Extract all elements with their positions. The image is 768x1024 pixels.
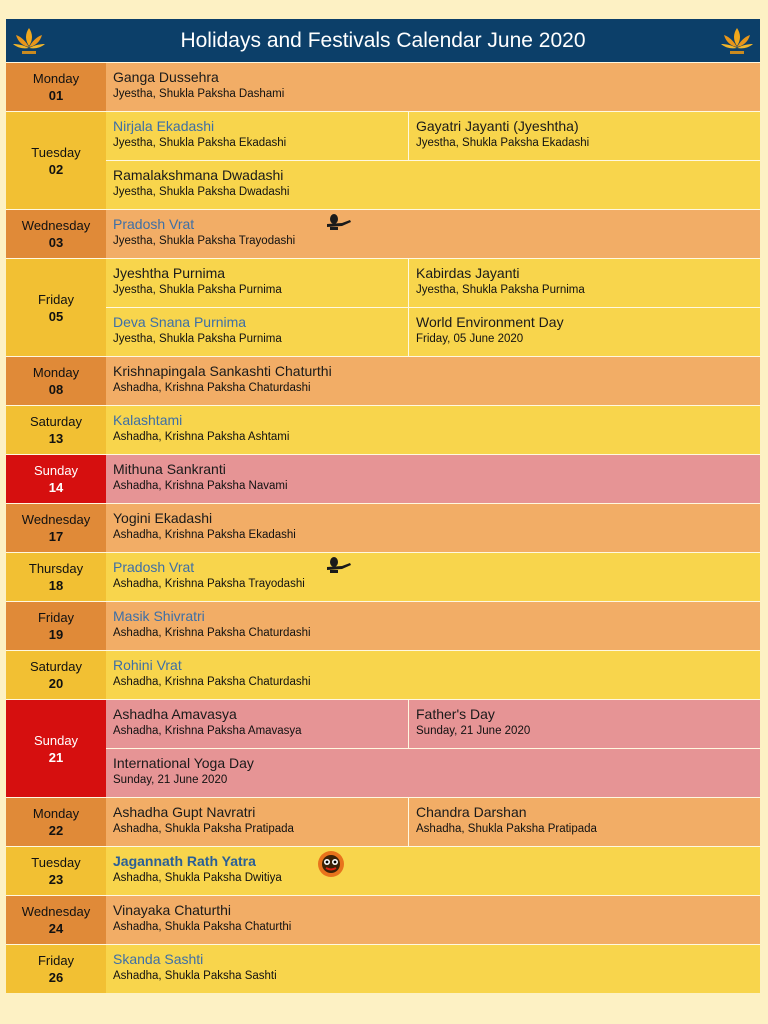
event-list: [106, 259, 760, 356]
weekday-label: Friday: [37, 610, 75, 625]
festival-name: Chandra Darshan: [416, 804, 527, 820]
date-label: 22: [48, 823, 64, 838]
event-list: [106, 945, 760, 993]
event-line: [106, 553, 760, 601]
date-label: 17: [48, 529, 64, 544]
event-list: [106, 896, 760, 944]
festival-name[interactable]: Pradosh Vrat: [113, 216, 195, 232]
festival-name: Jyeshtha Purnima: [113, 265, 226, 281]
event-list: [106, 357, 760, 405]
festival-detail: Jyestha, Shukla Paksha Trayodashi: [113, 235, 296, 247]
day-row: [6, 111, 760, 209]
day-cell: [6, 798, 106, 846]
festival-entry: [409, 112, 760, 160]
date-label: 21: [48, 749, 64, 765]
festival-name: Vinayaka Chaturthi: [113, 902, 232, 918]
festival-entry: [409, 259, 760, 307]
festival-entry: [106, 749, 760, 797]
day-row: [6, 209, 760, 258]
festival-entry: [409, 798, 760, 846]
date-label: 13: [48, 431, 64, 446]
event-line: [106, 210, 760, 258]
festival-name[interactable]: Pradosh Vrat: [113, 559, 195, 575]
calendar-header: [6, 19, 760, 62]
weekday-label: Saturday: [29, 659, 83, 674]
festival-entry[interactable]: [106, 112, 409, 160]
festival-entry: [106, 798, 409, 846]
festival-entry[interactable]: [106, 406, 760, 454]
event-list: [106, 210, 760, 258]
festival-name[interactable]: Jagannath Rath Yatra: [113, 853, 256, 869]
jagannath-icon: [317, 850, 345, 883]
festival-name: Father's Day: [416, 706, 495, 722]
date-label: 01: [48, 88, 64, 103]
festival-name: Krishnapingala Sankashti Chaturthi: [113, 363, 332, 379]
festival-detail: Ashadha, Krishna Paksha Amavasya: [113, 725, 302, 737]
festival-name[interactable]: Nirjala Ekadashi: [113, 118, 215, 134]
weekday-label: Friday: [37, 953, 75, 968]
day-row: [6, 650, 760, 699]
festival-entry: [106, 896, 760, 944]
festival-entry: [106, 259, 409, 307]
day-row: [6, 944, 760, 993]
weekday-label: Monday: [32, 806, 80, 821]
festival-entry[interactable]: [106, 210, 760, 258]
festival-entry: [106, 700, 409, 748]
festival-name[interactable]: Rohini Vrat: [113, 657, 182, 673]
event-line: [106, 602, 760, 650]
festival-detail: Jyestha, Shukla Paksha Ekadashi: [416, 137, 590, 149]
date-label: 05: [48, 308, 64, 324]
festival-entry: [409, 308, 760, 356]
event-line: [106, 63, 760, 111]
event-list: [106, 553, 760, 601]
festival-detail: Jyestha, Shukla Paksha Purnima: [416, 284, 585, 296]
event-list: [106, 63, 760, 111]
day-row: [6, 699, 760, 797]
festival-detail: Jyestha, Shukla Paksha Purnima: [113, 284, 282, 296]
festival-entry: [106, 455, 760, 503]
festival-name[interactable]: Deva Snana Purnima: [113, 314, 247, 330]
event-line: [106, 896, 760, 944]
event-line: [106, 945, 760, 993]
event-line: [106, 651, 760, 699]
festival-name[interactable]: Masik Shivratri: [113, 608, 205, 624]
day-cell: [6, 210, 106, 258]
festival-name[interactable]: Skanda Sashti: [113, 951, 204, 967]
date-label: 02: [48, 161, 64, 177]
festival-name: Gayatri Jayanti (Jyeshtha): [416, 118, 579, 134]
event-list: [106, 112, 760, 209]
day-cell: [6, 553, 106, 601]
festival-name: Ganga Dussehra: [113, 69, 219, 85]
day-cell: [6, 406, 106, 454]
festival-entry[interactable]: [106, 308, 409, 356]
festival-name[interactable]: Kalashtami: [113, 412, 183, 428]
page-title: Holidays and Festivals Calendar June 2020: [180, 28, 586, 52]
festival-name: World Environment Day: [416, 314, 564, 330]
weekday-label: Friday: [37, 291, 75, 307]
event-line: [106, 798, 760, 846]
weekday-label: Wednesday: [21, 218, 91, 233]
event-line: [106, 406, 760, 454]
festival-entry[interactable]: [106, 553, 760, 601]
weekday-label: Wednesday: [21, 904, 91, 919]
lotus-logo-icon: [720, 25, 754, 57]
date-label: 20: [48, 676, 64, 691]
festival-entry[interactable]: [106, 602, 760, 650]
day-row: [6, 601, 760, 650]
day-cell: [6, 602, 106, 650]
date-label: 03: [48, 235, 64, 250]
weekday-label: Thursday: [28, 561, 84, 576]
event-list: [106, 651, 760, 699]
date-label: 19: [48, 627, 64, 642]
weekday-label: Monday: [32, 365, 80, 380]
day-row: [6, 62, 760, 111]
festival-detail: Ashadha, Shukla Paksha Pratipada: [416, 823, 597, 835]
day-cell: [6, 945, 106, 993]
date-label: 14: [48, 480, 64, 495]
festival-name: Kabirdas Jayanti: [416, 265, 520, 281]
day-cell: [6, 847, 106, 895]
festival-entry: [106, 161, 760, 209]
festival-entry: [106, 357, 760, 405]
festival-detail: Ashadha, Shukla Paksha Sashti: [113, 970, 277, 982]
event-list: [106, 455, 760, 503]
event-line: [106, 357, 760, 405]
festival-detail: Jyestha, Shukla Paksha Ekadashi: [113, 137, 287, 149]
event-list: [106, 847, 760, 895]
calendar: [6, 19, 760, 993]
day-row: [6, 258, 760, 356]
day-cell: [6, 455, 106, 503]
festival-detail: Ashadha, Krishna Paksha Trayodashi: [113, 578, 305, 590]
festival-name: Mithuna Sankranti: [113, 461, 226, 477]
weekday-label: Tuesday: [31, 144, 81, 160]
day-row: [6, 356, 760, 405]
festival-detail: Jyestha, Shukla Paksha Dwadashi: [113, 186, 290, 198]
day-cell: [6, 896, 106, 944]
event-list: [106, 504, 760, 552]
festival-detail: Ashadha, Krishna Paksha Chaturdashi: [113, 627, 311, 639]
day-cell: [6, 357, 106, 405]
festival-detail: Ashadha, Shukla Paksha Pratipada: [113, 823, 294, 835]
festival-entry: [106, 504, 760, 552]
event-line: [106, 259, 760, 307]
festival-entry[interactable]: [106, 847, 760, 895]
festival-detail: Jyestha, Shukla Paksha Dashami: [113, 88, 285, 100]
festival-detail: Ashadha, Krishna Paksha Navami: [113, 480, 288, 492]
event-line: [106, 112, 760, 160]
weekday-label: Monday: [32, 71, 80, 86]
weekday-label: Tuesday: [31, 855, 81, 870]
event-line: [106, 700, 760, 748]
event-list: [106, 406, 760, 454]
festival-detail: Ashadha, Krishna Paksha Ashtami: [113, 431, 290, 443]
weekday-label: Sunday: [33, 463, 79, 478]
event-line: [106, 307, 760, 356]
festival-entry[interactable]: [106, 651, 760, 699]
day-row: [6, 405, 760, 454]
date-label: 23: [48, 872, 64, 887]
festival-name: Ashadha Amavasya: [113, 706, 237, 722]
festival-entry: [106, 63, 760, 111]
festival-detail: Sunday, 21 June 2020: [113, 774, 228, 786]
weekday-label: Sunday: [33, 732, 79, 748]
festival-entry: [409, 700, 760, 748]
day-cell: [6, 112, 106, 209]
event-line: [106, 847, 760, 895]
event-list: [106, 798, 760, 846]
lotus-logo-icon: [12, 25, 46, 57]
festival-detail: Jyestha, Shukla Paksha Purnima: [113, 333, 282, 345]
day-row: [6, 503, 760, 552]
event-list: [106, 602, 760, 650]
shivling-icon: [326, 556, 352, 579]
shivling-icon: [326, 213, 352, 236]
day-row: [6, 797, 760, 846]
day-cell: [6, 259, 106, 356]
date-label: 24: [48, 921, 64, 936]
day-cell: [6, 504, 106, 552]
weekday-label: Wednesday: [21, 512, 91, 527]
festival-detail: Sunday, 21 June 2020: [416, 725, 531, 737]
event-line: [106, 160, 760, 209]
festival-detail: Ashadha, Krishna Paksha Ekadashi: [113, 529, 296, 541]
day-cell: [6, 63, 106, 111]
day-rows: [6, 62, 760, 993]
day-cell: [6, 651, 106, 699]
day-cell: [6, 700, 106, 797]
day-row: [6, 846, 760, 895]
day-row: [6, 895, 760, 944]
festival-name: Yogini Ekadashi: [113, 510, 213, 526]
event-list: [106, 700, 760, 797]
festival-detail: Ashadha, Shukla Paksha Dwitiya: [113, 872, 282, 884]
festival-name: International Yoga Day: [113, 755, 254, 771]
day-row: [6, 552, 760, 601]
festival-detail: Friday, 05 June 2020: [416, 333, 524, 345]
date-label: 18: [48, 578, 64, 593]
festival-name: Ashadha Gupt Navratri: [113, 804, 256, 820]
festival-detail: Ashadha, Shukla Paksha Chaturthi: [113, 921, 292, 933]
event-line: [106, 504, 760, 552]
day-row: [6, 454, 760, 503]
date-label: 08: [48, 382, 64, 397]
event-line: [106, 455, 760, 503]
event-line: [106, 748, 760, 797]
festival-name: Ramalakshmana Dwadashi: [113, 167, 284, 183]
festival-entry[interactable]: [106, 945, 760, 993]
festival-detail: Ashadha, Krishna Paksha Chaturdashi: [113, 676, 311, 688]
weekday-label: Saturday: [29, 414, 83, 429]
festival-detail: Ashadha, Krishna Paksha Chaturdashi: [113, 382, 311, 394]
date-label: 26: [48, 970, 64, 985]
